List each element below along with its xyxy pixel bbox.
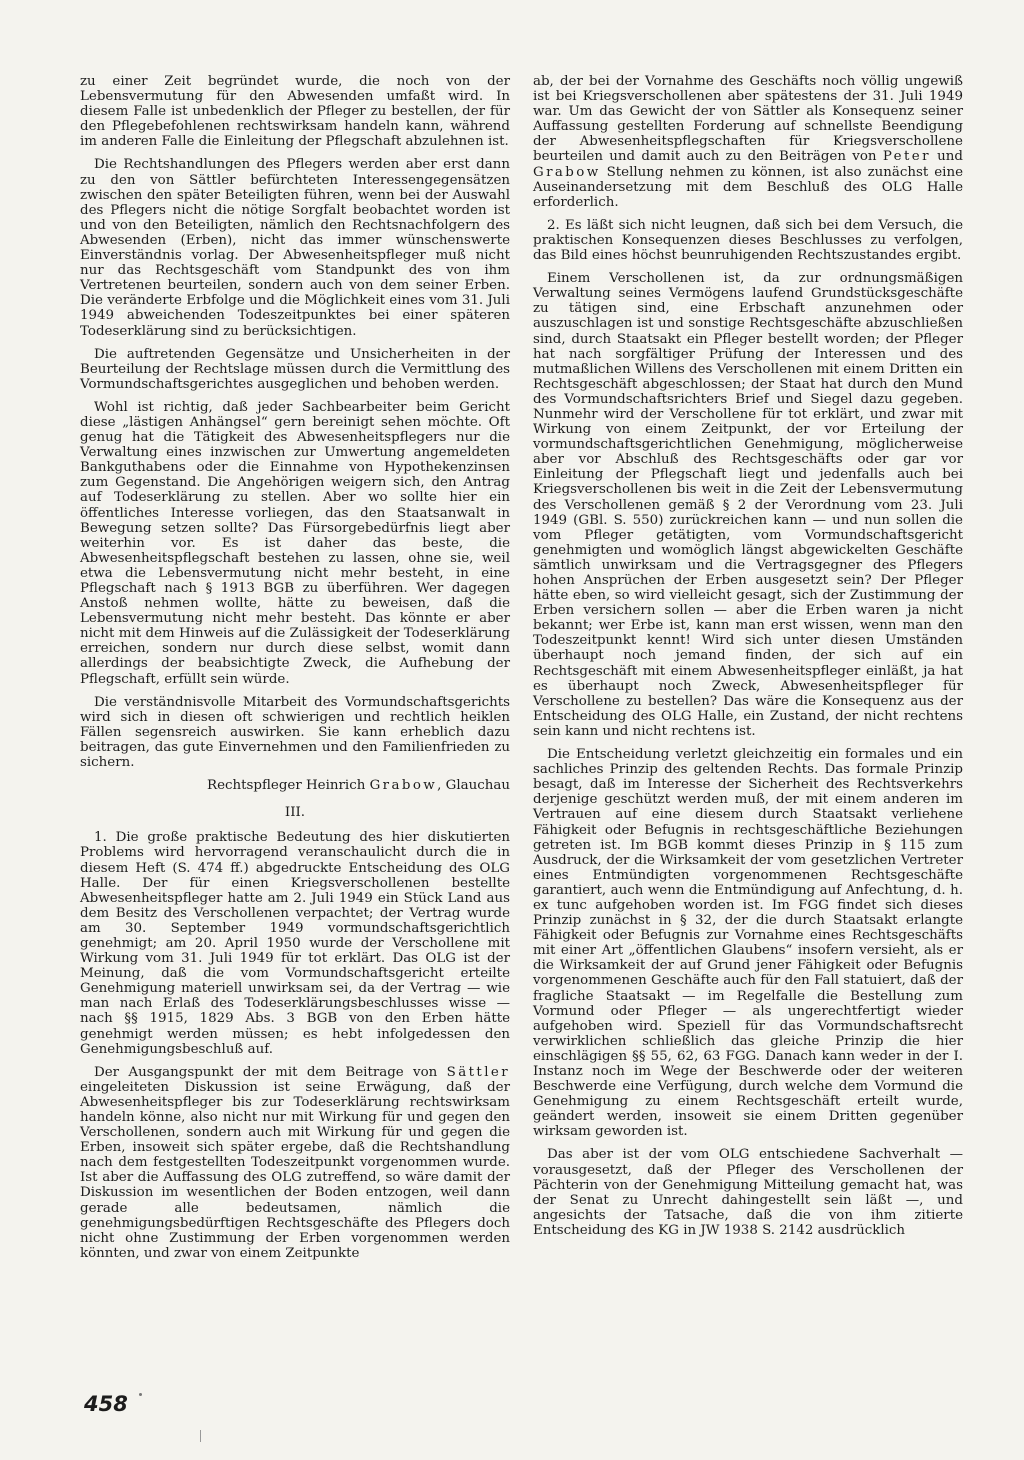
signature-name: Grabow — [369, 778, 438, 794]
paragraph: Die auftretenden Gegensätze und Unsicherheiten in der Beurteilung der Rechtslage müssen durch die Vermittlung des Vormundschaftsgerichtes ausgeglichen und behoben werden. — [80, 346, 510, 392]
text-run: Der Ausgangspunkt der mit dem Beitrage von — [94, 1064, 447, 1080]
paragraph — [533, 74, 963, 210]
left-column — [80, 74, 510, 1269]
text-run: und — [930, 149, 963, 165]
section-heading: III. — [284, 805, 306, 821]
paragraph: Die Entscheidung verletzt gleichzeitig ein formales und ein sachliches Prinzip des geltenden Rechts. Das formale Prinzip besagt, daß im Interesse der Sicherheit des Rechtsverkehrs derjenige geschützt werden muß, der mit einem anderen im Vertrauen auf eine diesem durch Staatsakt verliehene Fähigkeit oder Befugnis in rechtsgeschäftliche Beziehungen getreten ist. Im BGB kommt dieses Prinzip in § 115 zum Ausdruck, der die Wirksamkeit der vom gesetzlichen Vertreter eines Entmündigten vorgenommenen Rechtsgeschäfte garantiert, auch wenn die Entmündigung auf Anfechtung, d. h. ex tunc aufgehoben worden ist. Im FGG findet sich dieses Prinzip zunächst in § 32, der die durch Staatsakt erlangte Fähigkeit oder Befugnis zur Vornahme eines Rechtsgeschäfts mit einer Art „öffentlichen Glaubens“ insofern versieht, als er die Wirksamkeit der auf Grund jener Fähigkeit oder Befugnis vorgenommenen Geschäfte auch für den Fall statuiert, daß der fragliche Staatsakt — im Regelfalle die Bestellung zum Vormund oder Pfleger — als ungerechtfertigt wieder aufgehoben wird. Speziell für das Vormundschaftsrecht verwirklichen schließlich das gleiche Prinzip die hier einschlägigen §§ 55, 62, 63 FGG. Danach kann weder in der I. Instanz noch im Wege der Beschwerde oder der weiteren Beschwerde eine Verfügung, durch welche dem Vormund die Genehmigung zu einem Rechtsgeschäft erteilt wurde, geändert werden, insoweit sie einem Dritten gegenüber wirksam geworden ist. — [533, 747, 963, 1140]
paragraph: 2. Es läßt sich nicht leugnen, daß sich bei dem Versuch, die praktischen Konsequenzen dieses Beschlusses zu verfolgen, das Bild eines höchst beunruhigenden Rechtszustandes ergibt. — [533, 217, 963, 264]
signature-prefix: Rechtspfleger Heinrich — [207, 778, 370, 794]
text-run: ab, der bei der Vornahme des Geschäfts noch völlig ungewiß ist bei Kriegsverschollenen aber spätestens der 31. Juli 1949 war. Um das Gewicht der von Sättler als Konsequenz seiner Auffassung gestellten Forderung auf schnellste Beendigung der Abwesenheitspflegschaften für Kriegsverschollene beurteilen und damit auch zu den Beiträgen von — [533, 74, 963, 165]
paragraph: Das aber ist der vom OLG entschiedene Sachverhalt — vorausgesetzt, daß der Pfleger des Verschollenen der Pächterin von der Genehmigung Mitteilung gemacht hat, was der Senat zu Unrecht dahingestellt sein läßt —, und angesichts der Tatsache, daß die von ihm zitierte Entscheidung des KG in JW 1938 S. 2142 ausdrücklich — [533, 1147, 963, 1238]
print-mark — [200, 1430, 201, 1442]
author-signature — [80, 778, 510, 793]
paragraph: Die verständnisvolle Mitarbeit des Vormundschaftsgerichts wird sich in diesen oft schwierigen und rechtlich heiklen Fällen segensreich auswirken. Sie kann erheblich dazu beitragen, das gute Einvernehmen und den Familienfrieden zu sichern. — [80, 694, 510, 771]
author-name: Grabow — [533, 164, 601, 180]
author-name: Sättler — [446, 1064, 510, 1080]
right-column — [533, 74, 963, 1246]
text-run: Stellung nehmen zu können, ist also zunächst eine Auseinandersetzung mit dem Beschluß des OLG Halle erforderlich. — [533, 164, 963, 210]
page-number: 458 — [84, 1392, 128, 1416]
author-name: Peter — [882, 149, 931, 165]
print-mark — [139, 1393, 142, 1396]
paragraph: Die Rechtshandlungen des Pflegers werden aber erst dann zu den von Sättler befürchteten Interessengegensätzen zwischen den später Beteiligten führen, wenn bei der Auswahl des Pflegers nicht die nötige Sorgfalt beobachtet worden ist und von den Beteiligten, nämlich den Rechtsnachfolgern des Abwesenden (Erben), nicht das immer wünschenswerte Einverständnis vorlag. Der Abwesenheitspfleger muß nicht nur das Rechtsgeschäft vom Standpunkt des von ihm Vertretenen beurteilen, sondern auch von dem seiner Erben. Die veränderte Erbfolge und die Möglichkeit eines vom 31. Juli 1949 abweichenden Todeszeitpunktes bei einer späteren Todeserklärung sind zu berücksichtigen. — [80, 157, 510, 339]
text-run: eingeleiteten Diskussion ist seine Erwägung, daß der Abwesenheitspfleger bis zur Todeserklärung rechtswirksam handeln könne, also nicht nur mit Wirkung für und gegen den Verschollenen, sondern auch mit Wirkung für und gegen die Erben, insoweit sich später ergebe, daß die Rechtshandlung nach dem festgestellten Todeszeitpunkt vorgenommen wurde. Ist aber die Auffassung des OLG zutreffend, so wäre damit der Diskussion im wesentlichen der Boden entzogen, weil dann gerade alle bedeutsamen, nämlich die genehmigungsbedürftigen Rechtsgeschäfte des Pflegers doch nicht ohne Zustimmung der Erben vorgenommen werden könnten, und zwar von einem Zeitpunkte — [80, 1079, 510, 1261]
signature-suffix: , Glauchau — [437, 778, 510, 794]
paragraph: Einem Verschollenen ist, da zur ordnungsmäßigen Verwaltung seines Vermögens laufend Grundstücksgeschäfte zu tätigen sind, eine Erbschaft anzunehmen oder auszuschlagen ist und sonstige Rechtsgeschäfte abzuschließen sind, durch Staatsakt ein Pfleger bestellt worden; der Pfleger hat nach sorgfältiger Prüfung der Interessen und des mutmaßlichen Willens des Verschollenen mit einem Dritten ein Rechtsgeschäft abgeschlossen; der Staat hat durch den Mund des Vormundschaftsrichters Brief und Siegel dazu gegeben. Nunmehr wird der Verschollene für tot erklärt, und zwar mit Wirkung von einem Zeitpunkt, der vor Erteilung der vormundschaftsgerichtlichen Genehmigung, möglicherweise aber vor Abschluß des Rechtsgeschäfts oder gar vor Einleitung der Pflegschaft liegt und jedenfalls auch bei Kriegsverschollenen bis weit in die Zeit der Lebensvermutung des Verschollenen gemäß § 2 der Verordnung vom 23. Juli 1949 (GBl. S. 550) zurückreichen kann — und nun sollen die vom Pfleger getätigten, vom Vormundschaftsgericht genehmigten und womöglich längst abgewickelten Geschäfte sämtlich unwirksam und die Vertragsgegner des Pflegers hohen Ansprüchen der Erben ausgesetzt sein? Der Pfleger hätte eben, so wird vielleicht gesagt, sich der Zustimmung der Erben versichern sollen — aber die Erben waren ja nicht bekannt; wer Erbe ist, kann man erst wissen, wenn man den Todeszeitpunkt kennt! Wird sich unter diesen Umständen überhaupt noch jemand finden, der sich auf ein Rechtsgeschäft mit einem Abwesenheitspfleger einläßt, ja hat es überhaupt noch Zweck, Abwesenheitspfleger für Verschollene zu bestellen? Das wäre die Konsequenz aus der Entscheidung des OLG Halle, ein Zustand, der nicht rechtens sein kann und nicht rechtens ist. — [533, 271, 963, 739]
paragraph: 1. Die große praktische Bedeutung des hier diskutierten Problems wird hervorragend veranschaulicht durch die in diesem Heft (S. 474 ff.) abgedruckte Entscheidung des OLG Halle. Der für einen Kriegsverschollenen bestellte Abwesenheitspfleger hatte am 2. Juli 1949 ein Stück Land aus dem Besitz des Verschollenen verpachtet; der Vertrag wurde am 30. September 1949 vormundschaftsgerichtlich genehmigt; am 20. April 1950 wurde der Verschollene mit Wirkung vom 31. Juli 1949 für tot erklärt. Das OLG ist der Meinung, daß die vom Vormundschaftsgericht erteilte Genehmigung materiell unwirksam sei, da der Vertrag — wie man nach Erlaß des Todeserklärungsbeschlusses wisse — nach §§ 1915, 1829 Abs. 3 BGB von den Erben hätte genehmigt werden müssen; es hebt infolgedessen den Genehmigungsbeschluß auf. — [80, 830, 510, 1057]
paragraph: zu einer Zeit begründet wurde, die noch von der Lebensvermutung für den Abwesenden umfaßt wird. In diesem Falle ist unbedenklich der Pfleger zu bestellen, der für den Pflegebefohlenen rechtswirksam handeln kann, während im anderen Falle die Einleitung der Pflegschaft abzulehnen ist. — [80, 74, 510, 150]
paragraph — [80, 1065, 510, 1261]
paragraph: Wohl ist richtig, daß jeder Sachbearbeiter beim Gericht diese „lästigen Anhängsel“ gern bereinigt sehen möchte. Oft genug hat die Tätigkeit des Abwesenheitspflegers nur die Verwaltung eines inzwischen zur Umwertung angemeldeten Bankguthabens oder die Einnahme von Hypothekenzinsen zum Gegenstand. Die Angehörigen weigern sich, den Antrag auf Todeserklärung zu stellen. Aber wo sollte hier ein öffentliches Interesse vorliegen, das den Staatsanwalt in Bewegung setzen sollte? Das Fürsorgebedürfnis liegt aber weiterhin vor. Es ist daher das beste, die Abwesenheitspflegschaft bestehen zu lassen, ohne sie, weil etwa die Lebensvermutung nicht mehr besteht, in eine Pflegschaft nach § 1913 BGB zu überführen. Wer dagegen Anstoß nehmen wollte, hätte zu beweisen, daß die Lebensvermutung nicht mehr besteht. Das könnte er aber nicht mit dem Hinweis auf die Zulässigkeit der Todeserklärung erreichen, sondern nur durch diese selbst, womit dann allerdings der beabsichtigte Zweck, die Aufhebung der Pflegschaft, erfüllt sein würde. — [80, 399, 510, 687]
